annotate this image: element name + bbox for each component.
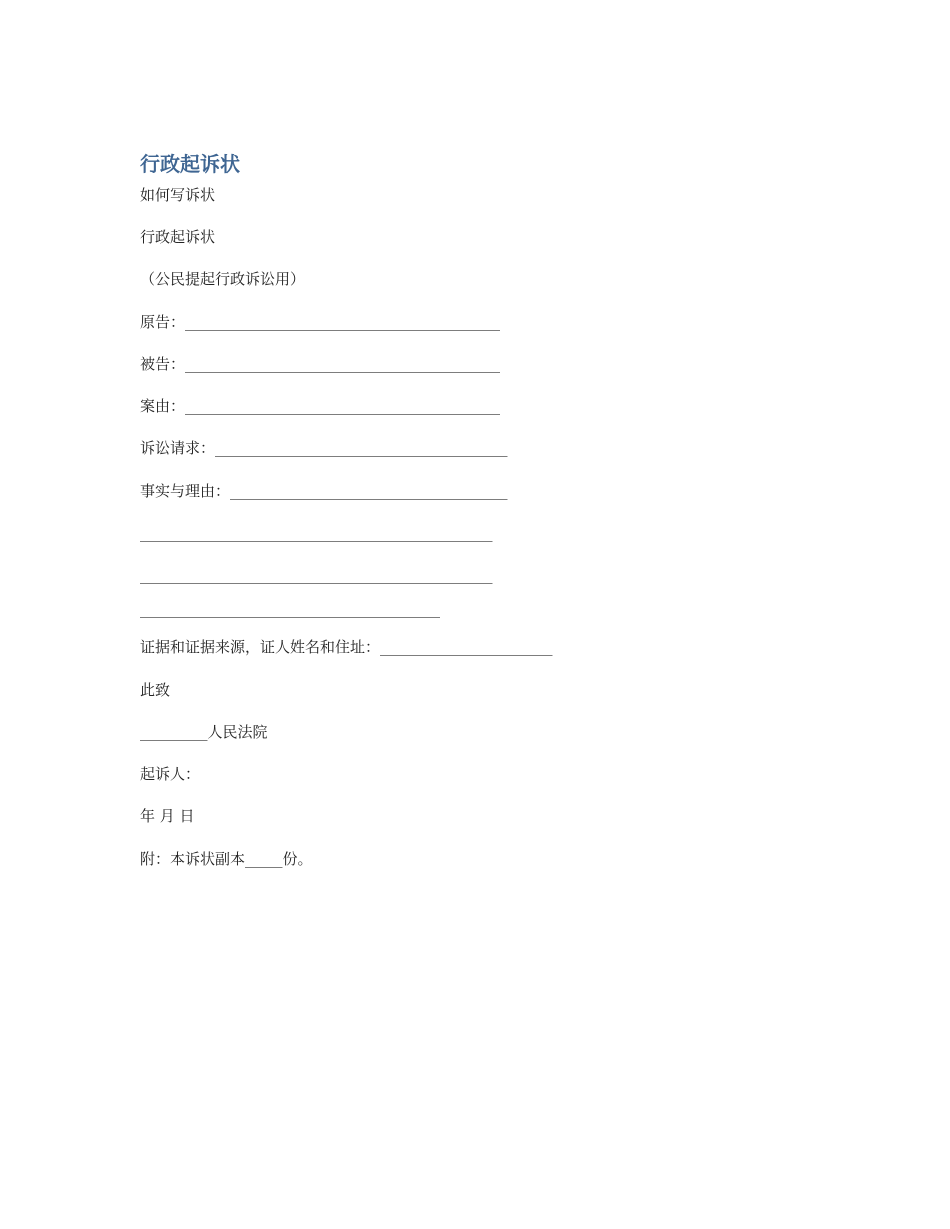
facts-and-reasons-field: 事实与理由：_____________________________________ <box>140 482 508 500</box>
blank-line: ________________________________________ <box>140 600 440 618</box>
plaintiff-signature-field: 起诉人： <box>140 765 201 783</box>
claims-field: 诉讼请求：_______________________________________ <box>140 439 508 457</box>
court-name-field: _________人民法院 <box>140 723 268 741</box>
cause-of-action-field: 案由：__________________________________________ <box>140 397 501 415</box>
salutation: 此致 <box>140 681 171 699</box>
form-heading: 行政起诉状 <box>140 228 216 246</box>
form-usage-note: （公民提起行政诉讼用） <box>140 270 306 288</box>
date-field: 年 月 日 <box>140 807 195 825</box>
plaintiff-field: 原告：__________________________________________ <box>140 313 501 331</box>
copies-note: 附：本诉状副本_____份。 <box>140 850 313 868</box>
subtitle-how-to-write: 如何写诉状 <box>140 186 216 204</box>
blank-line: _______________________________________________ <box>140 524 493 542</box>
evidence-field: 证据和证据来源，证人姓名和住址：_______________________ <box>140 638 553 656</box>
blank-line: _______________________________________________ <box>140 566 493 584</box>
defendant-field: 被告：__________________________________________ <box>140 355 501 373</box>
document-title: 行政起诉状 <box>140 152 240 176</box>
